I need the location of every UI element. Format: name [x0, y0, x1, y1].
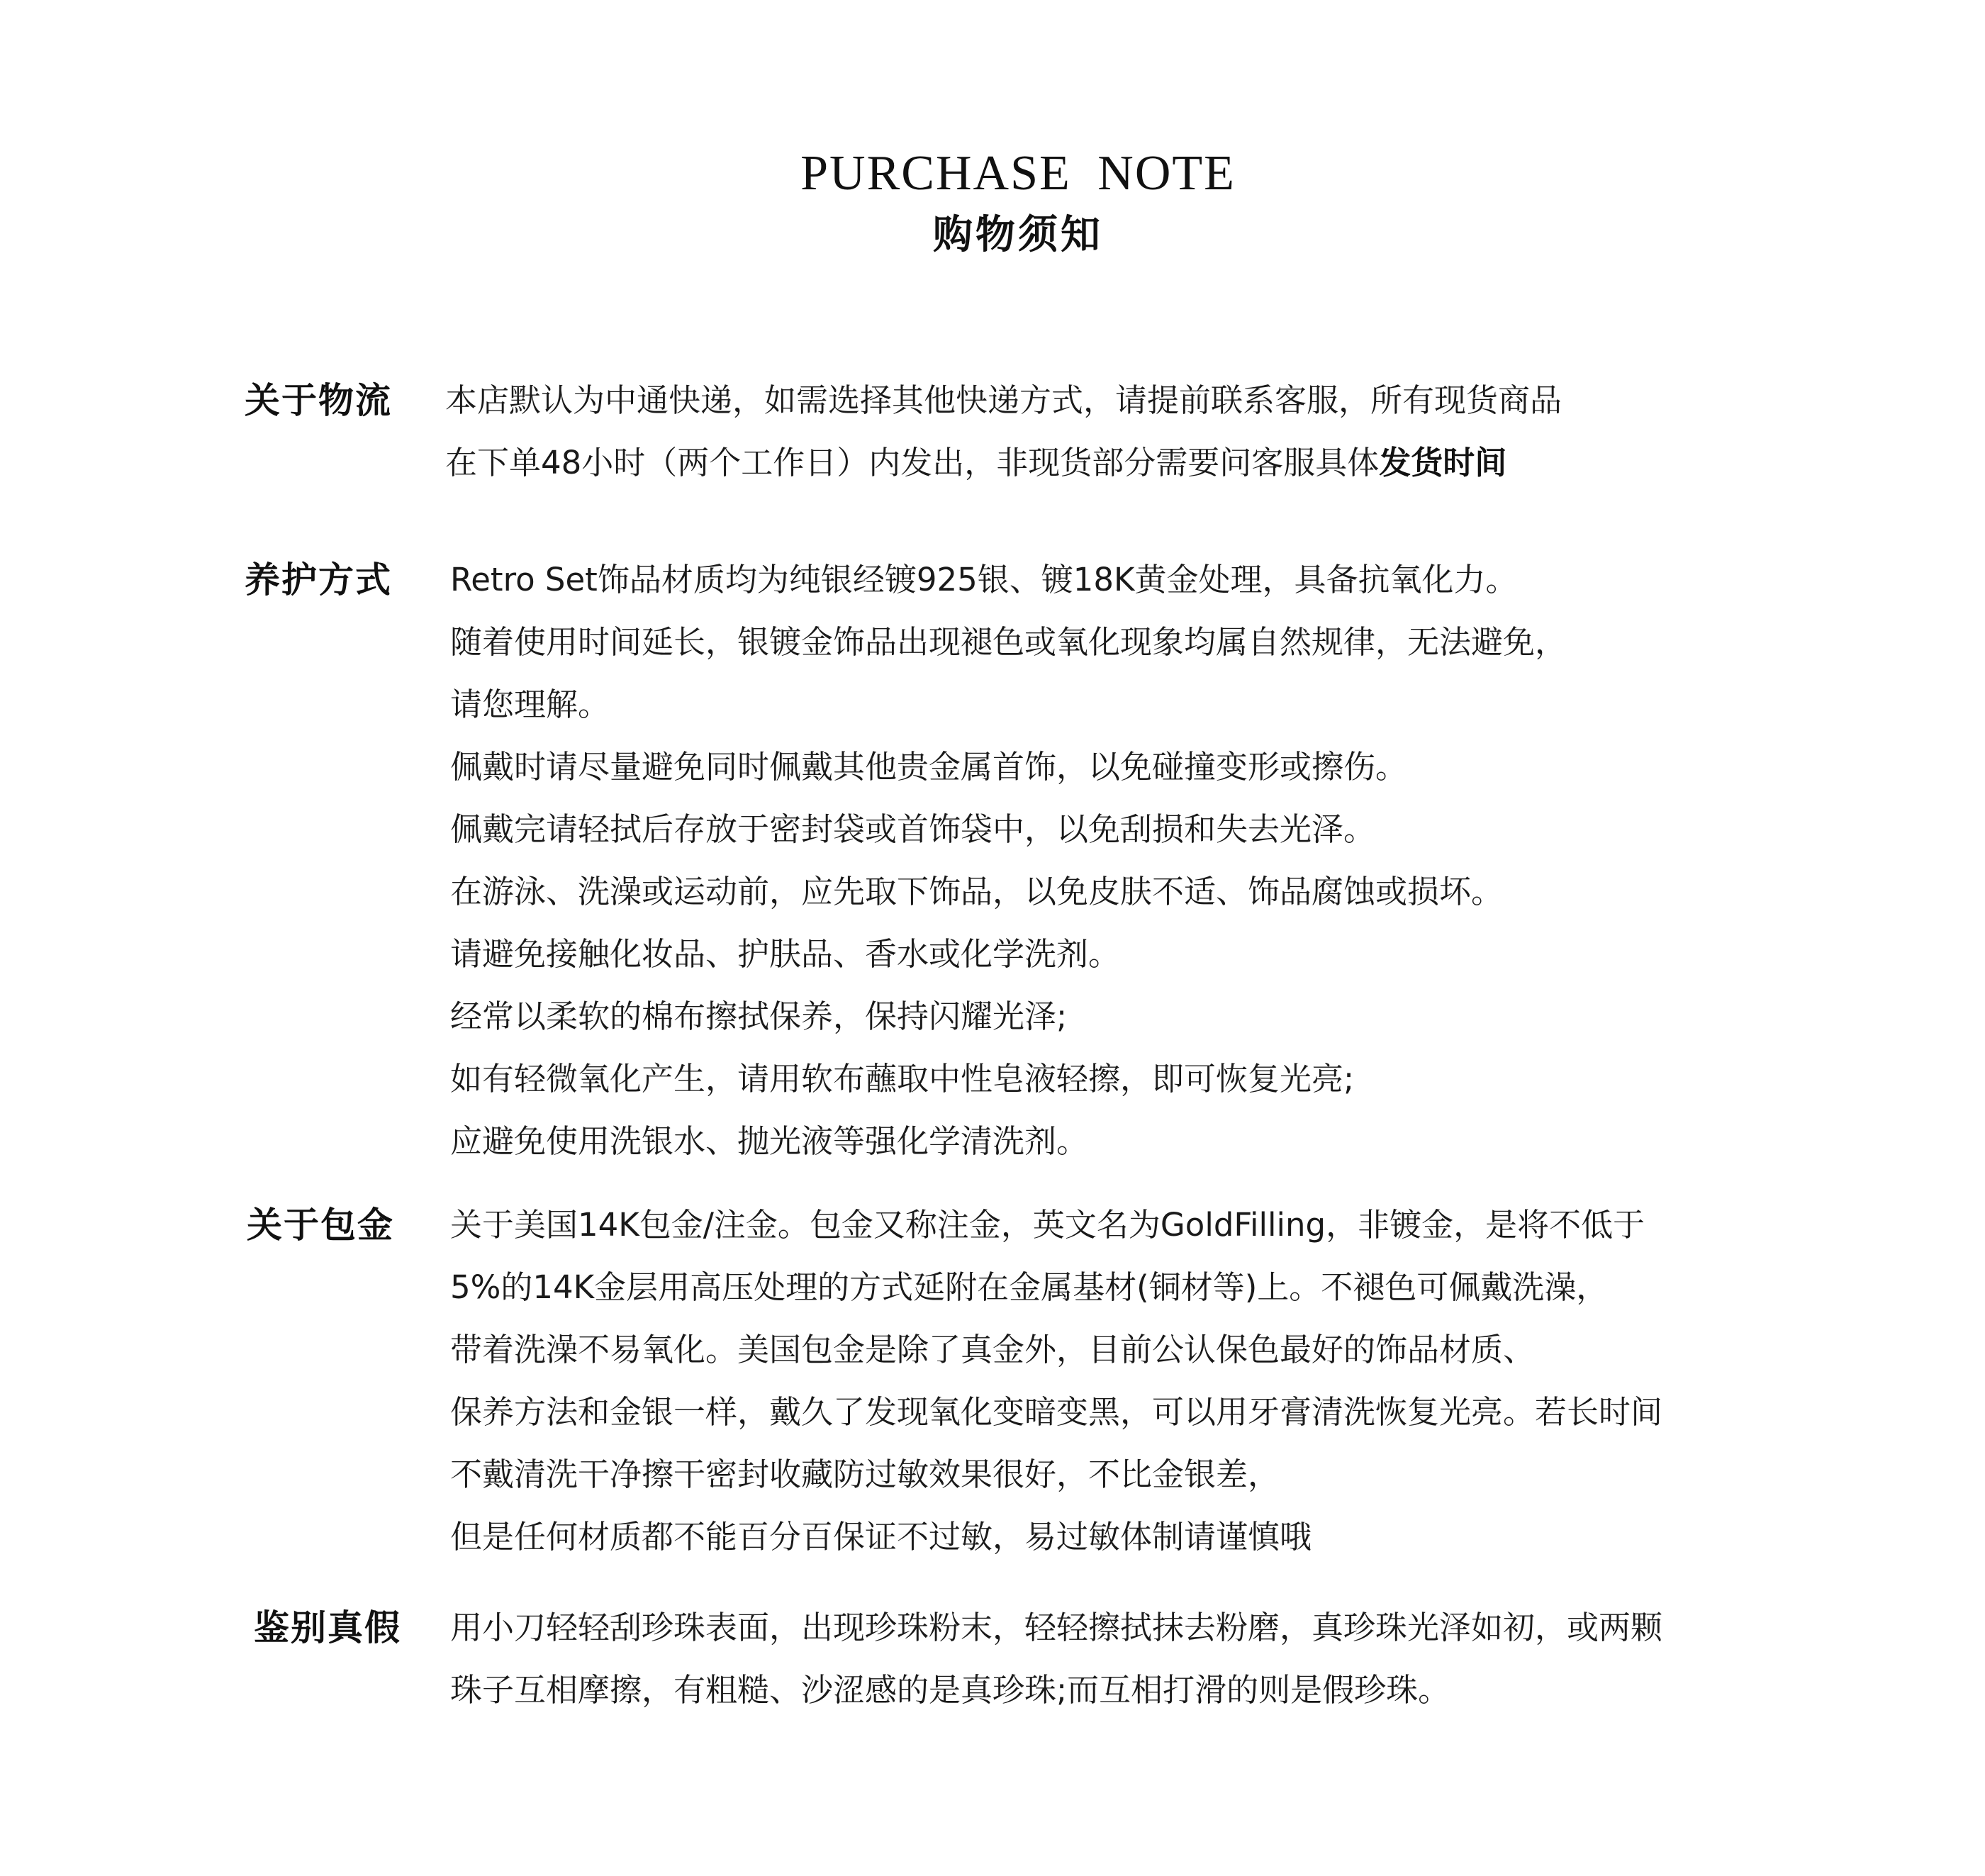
section-label-logistics: 关于物流	[245, 380, 392, 421]
section-label-gold-filled: 关于包金	[247, 1205, 394, 1246]
section-body-care	[450, 549, 1939, 1173]
body-line: 请您理解。	[450, 686, 610, 723]
body-line: 如有轻微氧化产生，请用软布蘸取中性皂液轻擦，即可恢复光亮;	[450, 1060, 1355, 1098]
body-line: 佩戴时请尽量避免同时佩戴其他贵金属首饰，以免碰撞变形或擦伤。	[450, 748, 1408, 786]
section-label-care: 养护方式	[245, 559, 392, 601]
section-body-gold-filled	[450, 1194, 1939, 1568]
body-line: 带着洗澡不易氧化。美国包金是除了真金外，目前公认保色最好的饰品材质、	[450, 1331, 1536, 1368]
page-header	[0, 142, 1985, 264]
body-line: 珠子互相摩擦，有粗糙、沙涩感的是真珍珠;而互相打滑的则是假珍珠。	[450, 1671, 1450, 1709]
body-line: 经常以柔软的棉布擦拭保养，保持闪耀光泽;	[450, 998, 1068, 1035]
body-line: 5%的14K金层用高压处理的方式延附在金属基材(铜材等)上。不褪色可佩戴洗澡，	[450, 1268, 1609, 1306]
body-line: 关于美国14K包金/注金。包金又称注金，英文名为GoldFilling，非镀金，是将不低于	[450, 1206, 1645, 1244]
body-line: 但是任何材质都不能百分百保证不过敏，易过敏体制请谨慎哦	[450, 1518, 1312, 1556]
body-line-text: 在下单48小时（两个工作日）内发出，非现货部分需要问客服具体	[445, 444, 1380, 481]
body-line: 应避免使用洗银水、抛光液等强化学清洗剂。	[450, 1122, 1089, 1160]
title-chinese: 购物须知	[933, 212, 1103, 258]
section-body-authenticity	[450, 1597, 1939, 1721]
body-line: 不戴清洗干净擦干密封收藏防过敏效果很好，不比金银差，	[450, 1456, 1280, 1493]
section-label-authenticity: 鉴别真假	[254, 1607, 401, 1648]
body-line: 本店默认为中通快递，如需选择其他快递方式，请提前联系客服，所有现货商品	[445, 381, 1562, 419]
title-english: PURCHASE NOTE	[800, 146, 1236, 201]
emphasis-shipping-time: 发货时间	[1379, 444, 1507, 481]
body-line: 用小刀轻轻刮珍珠表面，出现珍珠粉末，轻轻擦拭抹去粉磨，真珍珠光泽如初，或两颗	[450, 1609, 1663, 1646]
body-line: 保养方法和金银一样，戴久了发现氧化变暗变黑，可以用牙膏清洗恢复光亮。若长时间	[450, 1393, 1663, 1431]
body-line: 请避免接触化妆品、护肤品、香水或化学洗剂。	[450, 935, 1121, 973]
section-body-logistics	[445, 369, 1934, 494]
body-line-with-emphasis	[445, 432, 1934, 494]
body-line: 随着使用时间延长，银镀金饰品出现褪色或氧化现象均属自然规律，无法避免，	[450, 623, 1567, 661]
body-line: 在游泳、洗澡或运动前，应先取下饰品，以免皮肤不适、饰品腐蚀或损坏。	[450, 873, 1504, 910]
body-line: 佩戴完请轻拭后存放于密封袋或首饰袋中，以免刮损和失去光泽。	[450, 810, 1376, 848]
body-line: Retro Set饰品材质均为纯银经镀925银、镀18K黄金处理，具备抗氧化力。	[450, 561, 1518, 598]
